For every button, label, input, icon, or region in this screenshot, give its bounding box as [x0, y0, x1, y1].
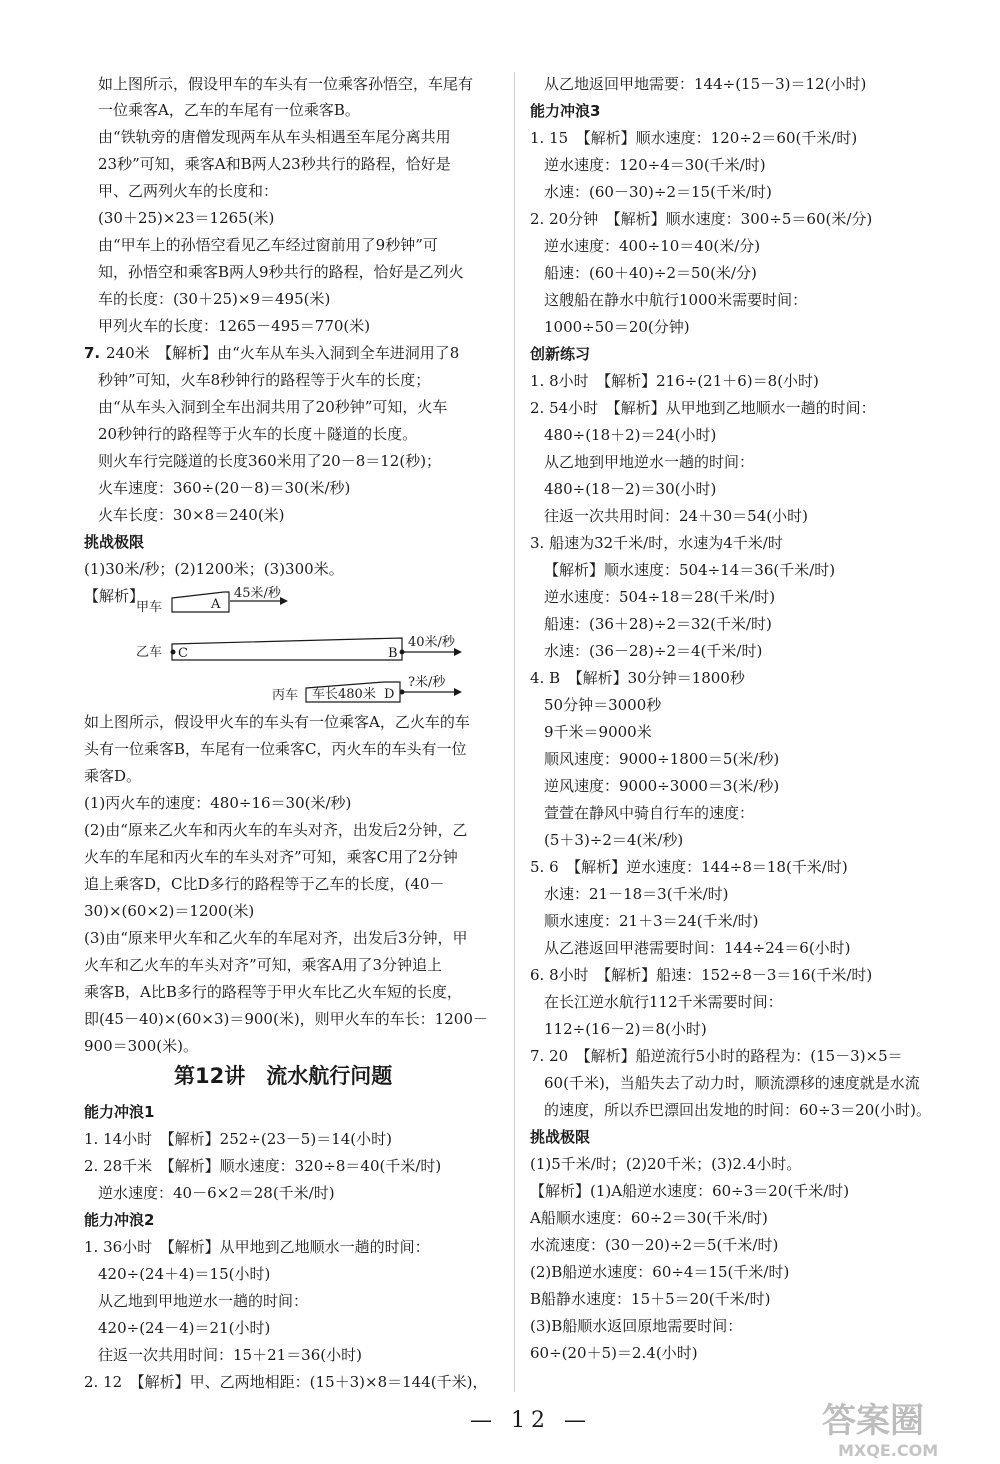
text-line: 顺风速度：9000÷1800＝5(米/秒) [544, 750, 780, 768]
text-line: 【解析】 [84, 587, 145, 605]
section-heading: 挑战极限 [84, 533, 145, 551]
section-heading: 创新练习 [530, 345, 591, 363]
passenger-B-dot [400, 650, 405, 655]
text-line: (1)5千米/时；(2)20千米；(3)2.4小时。 [530, 1155, 802, 1173]
text-line: 逆风速度：9000÷3000＝3(米/秒) [544, 777, 780, 795]
text-line: 480÷(18－2)＝30(小时) [544, 480, 717, 498]
text-line: 火车长度：30×8＝240(米) [98, 506, 285, 524]
text-line: 往返一次共用时间：24＋30＝54(小时) [544, 507, 808, 525]
text-line: (30＋25)×23＝1265(米) [98, 209, 275, 227]
text-line: 在长江逆水航行112千米需要时间： [544, 993, 783, 1011]
text-line: 知，孙悟空和乘客B两人9秒共行的路程，恰好是乙列火 [98, 263, 464, 281]
text-line: 火车速度：360÷(20－8)＝30(米/秒) [98, 479, 351, 497]
text-line: 秒钟”可知，火车8秒钟行的路程等于火车的长度； [98, 371, 431, 389]
text-line: 6. 8小时 【解析】船速：152÷8－3＝16(千米/时) [530, 966, 873, 984]
section-heading: 能力冲浪3 [530, 102, 601, 120]
text-line: 20秒钟行的路程等于火车的长度＋隧道的长度。 [98, 425, 418, 443]
speed-yi: 40米/秒 [408, 635, 455, 650]
text-line: 从乙地到甲地逆水一趟的时间： [544, 453, 755, 471]
text-line: 水速：21－18＝3(千米/时) [544, 885, 729, 903]
page-number: — 12 — [470, 1408, 592, 1433]
text-line: 火车的车尾和丙火车的车头对齐”可知，乘客C用了2分钟 [84, 848, 458, 866]
bing-length-label: 车长480米 [312, 687, 376, 702]
train-jia [172, 592, 229, 612]
text-line: 3. 船速为32千米/时，水速为4千米/时 [530, 534, 783, 552]
arrowhead-yi [454, 648, 462, 656]
text-line: 船速：(60＋40)÷2＝50(米/分) [544, 264, 757, 282]
text-line: 2. 54小时 【解析】从甲地到乙地顺水一趟的时间： [530, 399, 876, 417]
text-line: 这艘船在静水中航行1000米需要时间： [544, 291, 808, 309]
text-line: 【解析】(1)A船逆水速度：60÷3＝20(千米/时) [530, 1182, 850, 1200]
text-line: 420÷(24＋4)＝15(小时) [98, 1265, 271, 1283]
text-line: 由“甲车上的孙悟空看见乙车经过窗前用了9秒钟”可 [98, 236, 438, 254]
text-line: 900＝300(米)。 [84, 1037, 198, 1055]
text-line: 5. 6 【解析】逆水速度：144÷8＝18(千米/时) [530, 858, 848, 876]
text-line: 7. 20 【解析】船逆流行5小时的路程为：(15－3)×5＝ [530, 1047, 903, 1065]
text-line: 逆水速度：120÷4＝30(千米/时) [544, 156, 766, 174]
text-line: 480÷(18＋2)＝24(小时) [544, 426, 717, 444]
watermark-logo [812, 1392, 982, 1462]
text-line: 240米 【解析】由“火车从车头入洞到全车进洞用了8 [106, 344, 460, 362]
text-line: 2. 28千米 【解析】顺水速度：320÷8＝40(千米/时) [84, 1157, 442, 1175]
text-line: 50分钟＝3000秒 [544, 696, 662, 714]
text-line: 60÷(20＋5)＝2.4(小时) [530, 1344, 698, 1362]
diagram-label-C: C [178, 646, 188, 661]
text-line: 水速：(60－30)÷2＝15(千米/时) [544, 183, 772, 201]
text-line: A船顺水速度：60÷2＝30(千米/时) [530, 1209, 768, 1227]
section-heading: 能力冲浪1 [84, 1103, 155, 1121]
text-line: 往返一次共用时间：15＋21＝36(小时) [98, 1346, 362, 1364]
text-line: (3)由“原来甲火车和乙火车的车尾对齐，出发后3分钟，甲 [84, 929, 468, 947]
text-line: 则火车行完隧道的长度360米用了20－8＝12(秒)； [98, 452, 442, 470]
text-line: 112÷(16－2)＝8(小时) [544, 1020, 707, 1038]
text-line: 顺水速度：21＋3＝24(千米/时) [544, 912, 759, 930]
train-diagram [84, 584, 494, 714]
text-line: 车的长度：(30＋25)×9＝495(米) [98, 290, 331, 308]
text-line: 水流速度：(30－20)÷2＝5(千米/时) [530, 1236, 779, 1254]
text-line: (3)B船顺水返回原地需要时间： [530, 1317, 743, 1335]
text-line: 即(45－40)×(60×3)＝900(米)，则甲火车的车长：1200－ [84, 1010, 488, 1028]
text-line: 如上图所示，假设甲火车的车头有一位乘客A，乙火车的车 [84, 713, 470, 731]
text-line: 水速：(36－28)÷2＝4(千米/时) [544, 642, 763, 660]
text-line: B船静水速度：15＋5＝20(千米/时) [530, 1290, 771, 1308]
speed-bing: ?米/秒 [408, 675, 446, 690]
text-line: 2. 12 【解析】甲、乙两地相距：(15＋3)×8＝144(千米)， [84, 1373, 488, 1391]
text-line: 由“铁轨旁的唐僧发现两车从车头相遇至车尾分离共用 [98, 128, 451, 146]
column-divider [514, 72, 515, 1392]
text-line: 1. 36小时 【解析】从甲地到乙地顺水一趟的时间： [84, 1238, 430, 1256]
passenger-C-dot [171, 650, 176, 655]
text-line: 4. B 【解析】30分钟＝1800秒 [530, 669, 745, 687]
arrowhead-bing [454, 688, 462, 696]
text-line: 23秒”可知，乘客A和B两人23秒共行的路程，恰好是 [98, 155, 451, 173]
text-line: 乘客D。 [84, 767, 142, 785]
text-line: 一位乘客A，乙车的车尾有一位乘客B。 [98, 101, 360, 119]
diagram-label-bing: 丙车 [272, 688, 299, 703]
section-heading: 挑战极限 [530, 1128, 591, 1146]
text-line: (1)30米/秒；(2)1200米；(3)300米。 [84, 560, 344, 578]
speed-jia: 45米/秒 [234, 586, 281, 601]
text-line: 船速：(36＋28)÷2＝32(千米/时) [544, 615, 772, 633]
watermark-text: 答案圈 [822, 1401, 924, 1441]
diagram-label-D: D [384, 687, 395, 702]
text-line: 从乙地到甲地逆水一趟的时间： [98, 1292, 309, 1310]
text-line: 甲列火车的长度：1265－495＝770(米) [98, 317, 371, 335]
text-line: (5＋3)÷2＝4(米/秒) [544, 831, 684, 849]
text-line: 30)×(60×2)＝1200(米) [84, 902, 255, 920]
text-line: 1. 15 【解析】顺水速度：120÷2＝60(千米/时) [530, 129, 858, 147]
text-line: 火车和乙火车的车头对齐”可知，乘客A用了3分钟追上 [84, 956, 443, 974]
text-line: (1)丙火车的速度：480÷16＝30(米/秒) [84, 794, 352, 812]
text-line: 2. 20分钟 【解析】顺水速度：300÷5＝60(米/分) [530, 210, 873, 228]
passenger-D-dot [400, 690, 405, 695]
text-line: 萱萱在静风中骑自行车的速度： [544, 804, 755, 822]
text-line: 逆水速度：504÷18＝28(千米/时) [544, 588, 776, 606]
text-line: 1. 14小时 【解析】252÷(23－5)＝14(小时) [84, 1130, 392, 1148]
text-line: 【解析】顺水速度：504÷14＝36(千米/时) [544, 561, 836, 579]
text-line: 从乙港返回甲港需要时间：144÷24＝6(小时) [544, 939, 851, 957]
train-yi [172, 638, 402, 660]
arrowhead-jia [280, 597, 288, 605]
lecture-title: 第12讲 流水航行问题 [174, 1064, 393, 1088]
text-line: 1000÷50＝20(分钟) [544, 318, 690, 336]
text-line: 9千米＝9000米 [544, 723, 652, 741]
diagram-label-B: B [388, 646, 398, 661]
watermark-url: MXQE.COM [838, 1441, 939, 1460]
text-line: 从乙地返回甲地需要：144÷(15－3)＝12(小时) [544, 75, 867, 93]
text-line: 如上图所示，假设甲车的车头有一位乘客孙悟空，车尾有 [98, 75, 474, 93]
text-line: 头有一位乘客B，车尾有一位乘客C，丙火车的车头有一位 [84, 740, 467, 758]
text-line: 逆水速度：400÷10＝40(米/分) [544, 237, 761, 255]
text-line: 逆水速度：40－6×2＝28(千米/时) [98, 1184, 335, 1202]
text-line: 追上乘客D，C比D多行的路程等于乙车的长度，(40－ [84, 875, 445, 893]
text-line: (2)由“原来乙火车和丙火车的车头对齐，出发后2分钟，乙 [84, 821, 468, 839]
diagram-label-jia: 甲车 [136, 600, 163, 615]
text-line: 1. 8小时 【解析】216÷(21＋6)＝8(小时) [530, 372, 819, 390]
text-line: 由“从车头入洞到全车出洞共用了20秒钟”可知，火车 [98, 398, 448, 416]
question-number: 7. [84, 344, 101, 362]
text-line: 60(千米)，当船失去了动力时，顺流漂移的速度就是水流 [544, 1074, 920, 1092]
text-line: 甲、乙两列火车的长度和： [98, 182, 279, 200]
text-line: (2)B船逆水速度：60÷4＝15(千米/时) [530, 1263, 790, 1281]
diagram-label-yi: 乙车 [136, 645, 163, 660]
section-heading: 能力冲浪2 [84, 1211, 155, 1229]
diagram-label-A: A [211, 597, 221, 612]
text-line: 乘客B，A比B多行的路程等于甲火车比乙火车短的长度， [84, 983, 462, 1001]
text-line: 的速度，所以乔巴漂回出发地的时间：60÷3＝20(小时)。 [544, 1101, 931, 1119]
text-line: 420÷(24－4)＝21(小时) [98, 1319, 271, 1337]
